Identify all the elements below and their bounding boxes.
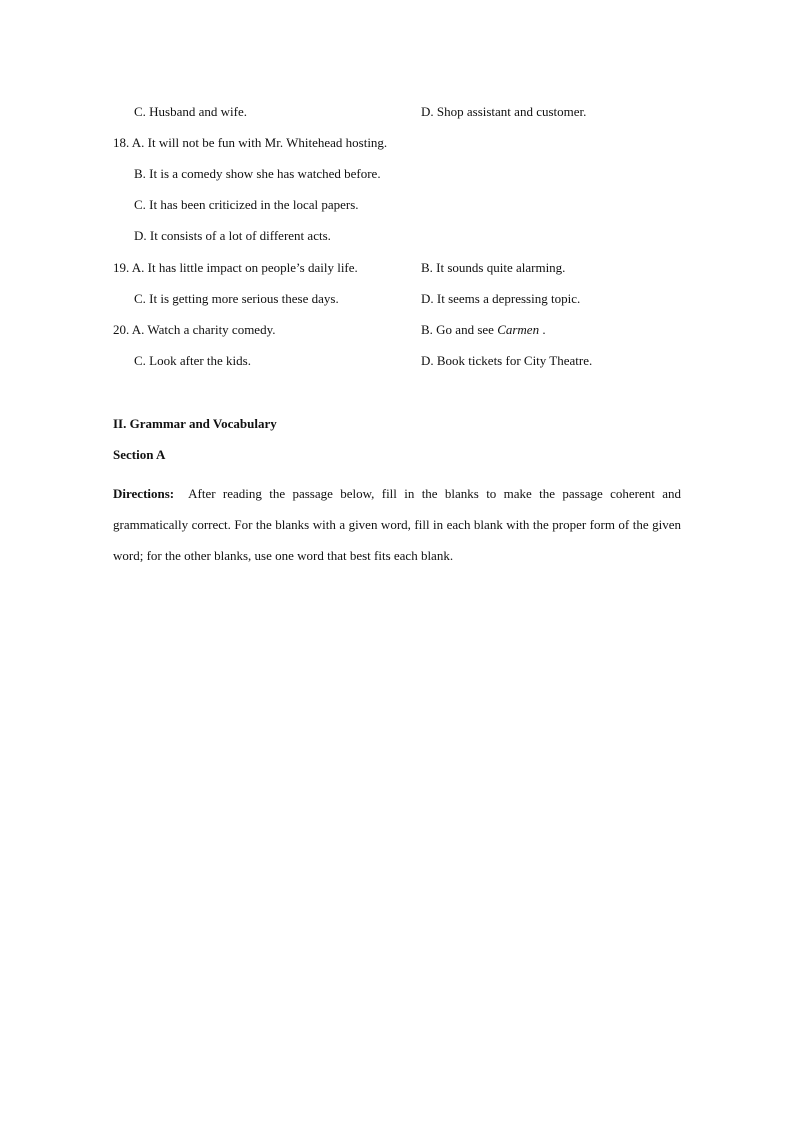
q18-option-b: B. It is a comedy show she has watched before. [134, 166, 381, 181]
section-title: Section A [113, 447, 166, 462]
q20-option-d: D. Book tickets for City Theatre. [421, 353, 593, 368]
q20-option-b [421, 322, 546, 338]
q19-option-d: D. It seems a depressing topic. [421, 291, 581, 306]
q20-option-b-suffix: . [539, 322, 546, 337]
q17-option-c: C. Husband and wife. [134, 104, 248, 119]
q20-option-b-title: Carmen [497, 322, 540, 337]
q18-option-c: C. It has been criticized in the local papers. [134, 197, 359, 212]
q18-option-d: D. It consists of a lot of different acts. [134, 228, 331, 243]
directions-text: After reading the passage below, fill in the blanks to make the passage coherent and grammatically correct. For the blanks with a given word, fill in each blank with the proper form of the given word; for the other blanks, use one word that best fits each blank. [113, 486, 681, 563]
directions-label: Directions: [113, 486, 175, 501]
q20-option-c: C. Look after the kids. [134, 353, 251, 368]
q19-option-c: C. It is getting more serious these days. [134, 291, 339, 306]
part-title: II. Grammar and Vocabulary [113, 416, 277, 431]
q19-option-b: B. It sounds quite alarming. [421, 260, 566, 275]
q20-option-a: 20. A. Watch a charity comedy. [113, 322, 276, 337]
directions-paragraph [113, 478, 681, 571]
q17-option-d: D. Shop assistant and customer. [421, 104, 587, 119]
q18-option-a: 18. A. It will not be fun with Mr. Whitehead hosting. [113, 135, 388, 150]
q20-option-b-prefix: B. Go and see [421, 322, 498, 337]
q19-option-a: 19. A. It has little impact on people’s daily life. [113, 260, 358, 275]
